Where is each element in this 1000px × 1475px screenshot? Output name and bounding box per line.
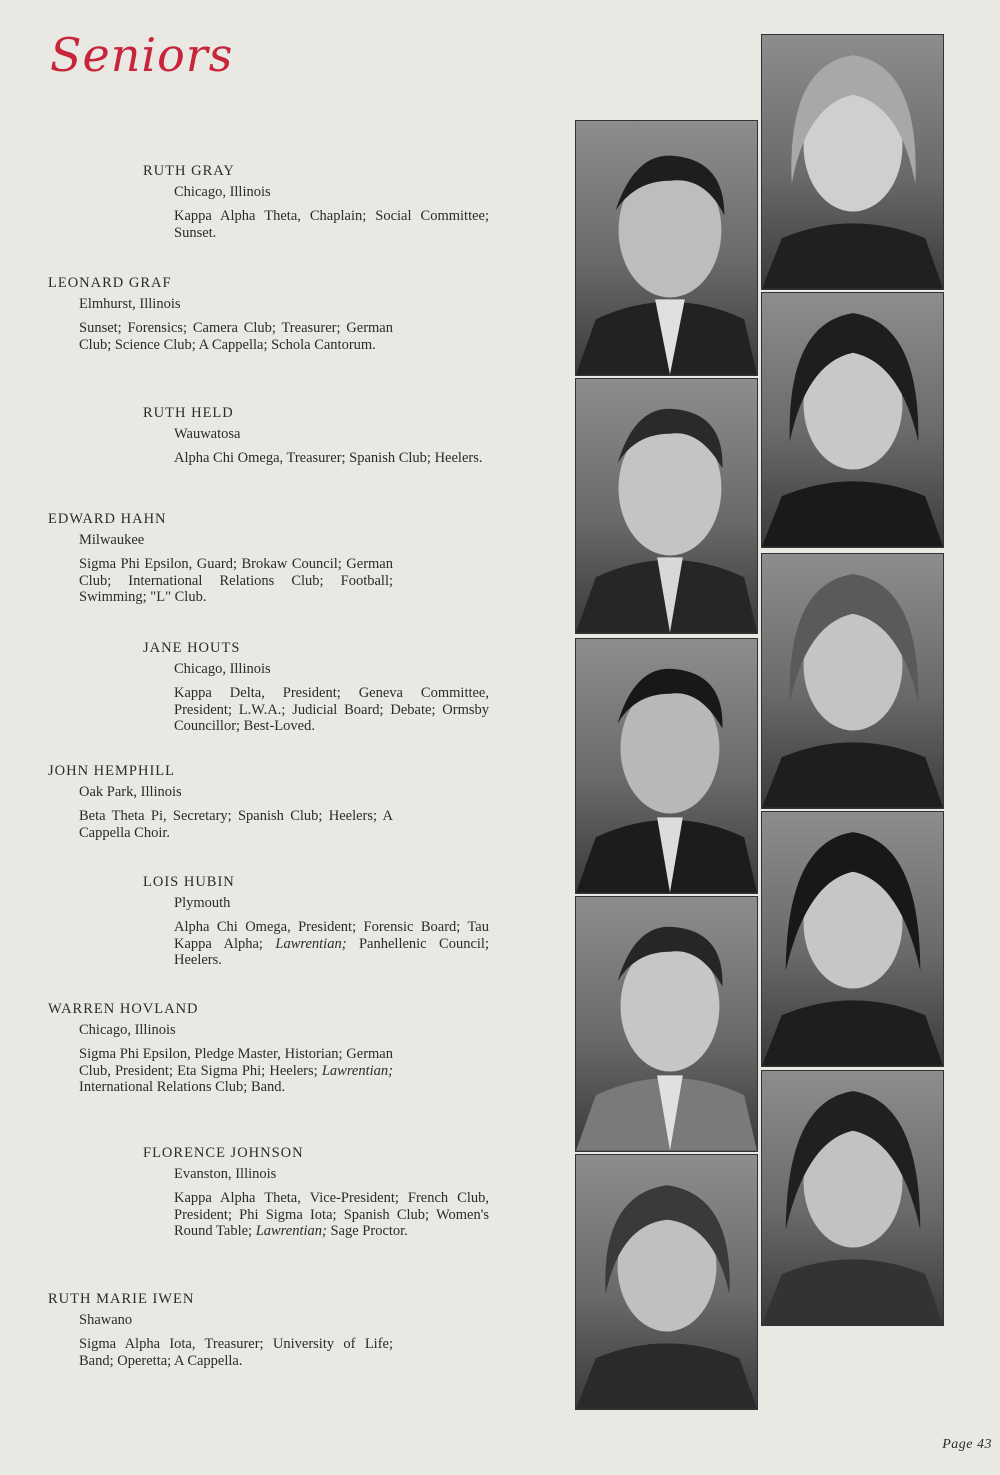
man-portrait-icon: [576, 897, 757, 1151]
woman-portrait-icon: [762, 35, 943, 289]
woman-portrait-icon: [762, 293, 943, 547]
senior-name: LEONARD GRAF: [48, 275, 172, 291]
woman-portrait-icon: [762, 1071, 943, 1325]
senior-activities: Kappa Alpha Theta, Chaplain; Social Committee; Sunset.: [174, 208, 489, 241]
senior-activities: Kappa Delta, President; Geneva Committee, President; L.W.A.; Judicial Board; Debate; Ormsby Councillor; Best-Loved.: [174, 685, 489, 735]
senior-activities: Sigma Alpha Iota, Treasurer; University of Life; Band; Operetta; A Cappella.: [79, 1336, 393, 1369]
senior-entry: [48, 1000, 393, 1096]
senior-name: FLORENCE JOHNSON: [143, 1145, 304, 1161]
senior-hometown: Shawano: [79, 1312, 133, 1328]
senior-name: WARREN HOVLAND: [48, 1001, 199, 1017]
senior-name: RUTH GRAY: [143, 163, 235, 179]
senior-entry: [143, 162, 489, 241]
senior-entry: [48, 274, 393, 353]
woman-portrait-icon: [576, 1155, 757, 1409]
senior-entry: [143, 404, 489, 467]
senior-hometown: Elmhurst, Illinois: [79, 296, 181, 312]
man-portrait-icon: [576, 379, 757, 633]
senior-entry: [48, 762, 393, 841]
senior-entry: [48, 510, 393, 606]
senior-entry: [143, 873, 489, 969]
senior-hometown: Chicago, Illinois: [174, 661, 271, 677]
senior-activities: Kappa Alpha Theta, Vice-President; French Club, President; Phi Sigma Iota; Spanish Club; Women's Round Table; Lawrentian; Sage Proctor.: [174, 1190, 489, 1240]
portrait-photo: [761, 553, 944, 809]
senior-name: JANE HOUTS: [143, 640, 241, 656]
senior-hometown: Wauwatosa: [174, 426, 241, 442]
senior-hometown: Plymouth: [174, 895, 231, 911]
portrait-photo: [575, 120, 758, 376]
senior-hometown: Evanston, Illinois: [174, 1166, 277, 1182]
woman-portrait-icon: [762, 812, 943, 1066]
senior-hometown: Oak Park, Illinois: [79, 784, 182, 800]
senior-name: EDWARD HAHN: [48, 511, 167, 527]
portrait-photo: [761, 34, 944, 290]
portrait-photo: [761, 292, 944, 548]
senior-hometown: Chicago, Illinois: [79, 1022, 176, 1038]
senior-hometown: Chicago, Illinois: [174, 184, 271, 200]
portrait-photo: [575, 638, 758, 894]
senior-activities: Sigma Phi Epsilon, Guard; Brokaw Council; German Club; International Relations Club; Football; Swimming; "L" Club.: [79, 556, 393, 606]
senior-activities: Alpha Chi Omega, Treasurer; Spanish Club; Heelers.: [174, 450, 483, 466]
portrait-photo: [575, 1154, 758, 1410]
senior-activities: Alpha Chi Omega, President; Forensic Board; Tau Kappa Alpha; Lawrentian; Panhellenic Council; Heelers.: [174, 919, 489, 969]
senior-name: RUTH HELD: [143, 405, 234, 421]
senior-activities: Sunset; Forensics; Camera Club; Treasurer; German Club; Science Club; A Cappella; Schola Cantorum.: [79, 320, 393, 353]
woman-portrait-icon: [762, 554, 943, 808]
senior-activities: Sigma Phi Epsilon, Pledge Master, Historian; German Club, President; Eta Sigma Phi; Heelers; Lawrentian; International Relations Club; Band.: [79, 1046, 393, 1096]
senior-hometown: Milwaukee: [79, 532, 145, 548]
section-title: Seniors: [50, 28, 234, 82]
portrait-photo: [575, 378, 758, 634]
senior-activities: Beta Theta Pi, Secretary; Spanish Club; Heelers; A Cappella Choir.: [79, 808, 393, 841]
portrait-photo: [761, 811, 944, 1067]
senior-name: LOIS HUBIN: [143, 874, 235, 890]
page-number: Page 43: [942, 1437, 992, 1452]
senior-name: RUTH MARIE IWEN: [48, 1291, 195, 1307]
portrait-photo: [761, 1070, 944, 1326]
senior-entry: [143, 639, 489, 735]
man-portrait-icon: [576, 121, 757, 375]
man-portrait-icon: [576, 639, 757, 893]
senior-entry: [143, 1144, 489, 1240]
senior-name: JOHN HEMPHILL: [48, 763, 175, 779]
portrait-photo: [575, 896, 758, 1152]
senior-entry: [48, 1290, 393, 1369]
